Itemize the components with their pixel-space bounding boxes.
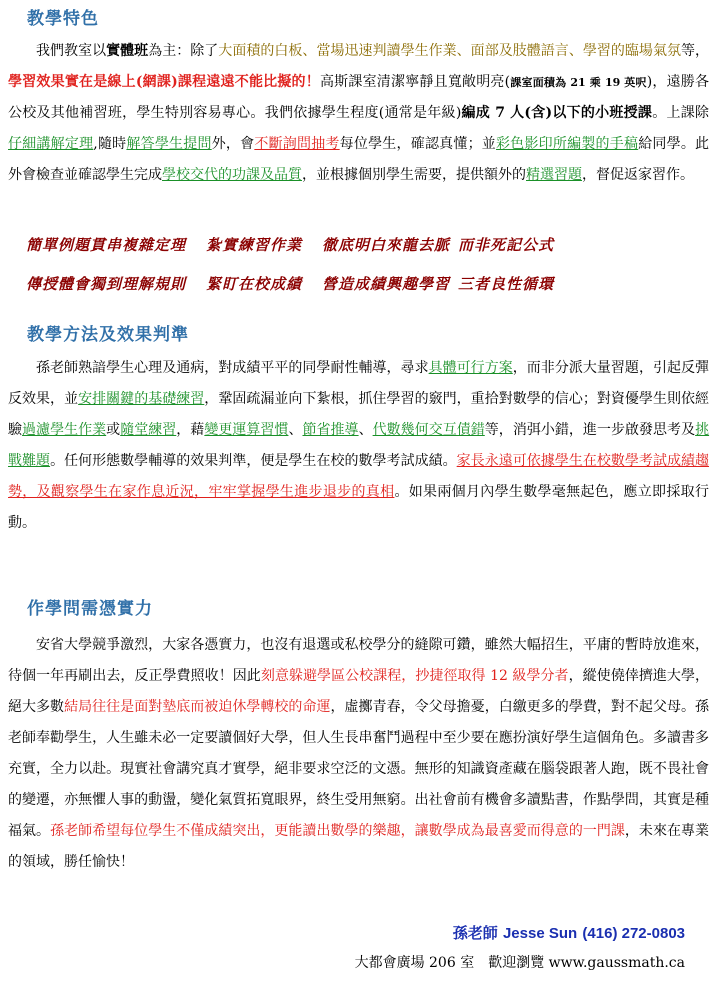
- signature: 孫老師 Jesse Sun (416) 272-0803: [452, 924, 685, 942]
- footer: [355, 952, 685, 972]
- footer-website: 歡迎瀏覽 www.gaussmath.ca: [488, 955, 685, 971]
- slogan-line-2: 傳授體會獨到理解規則 緊盯在校成績 營造成績興趣學習 三者良性循環: [26, 275, 555, 293]
- heading-teaching-features: 教學特色: [27, 9, 99, 29]
- heading-methods: 教學方法及效果判準: [27, 325, 189, 345]
- heading-real-ability: 作學問需憑實力: [27, 599, 153, 619]
- slogan-line-1: 簡單例題貫串複雜定理 紮實練習作業 徹底明白來龍去脈 而非死記公式: [26, 236, 555, 254]
- paragraph-teaching-features: 我們教室以實體班為主：除了大面積的白板、當場迅速判讀學生作業、面部及肢體語言、學習的臨場氣氛等，學習效果實在是線上(網課)課程遠遠不能比擬的！高斯課室清潔寧靜且寬敞明亮(課室面積為 21 乘 19 英呎)，遠勝各公校及其他補習班，學生特別容易專心。我們依據學生程度(通常是年級)編成 7 人(含)以下的小班授課。上課除仔細講解定理,隨時解答學生提問外，會不斷詢問抽考每位學生，確認真懂；並彩色影印所編製的手稿給同學。此外會檢查並確認學生完成學校交代的功課及品質，並根據個別學生需要，提供額外的精選習題，督促返家習作。: [8, 43, 710, 183]
- paragraph-methods: 孫老師熟諳學生心理及通病，對成績平平的同學耐性輔導，尋求具體可行方案，而非分派大量習題，引起反彈反效果，並安排關鍵的基礎練習，鞏固疏漏並向下紮根，抓住學習的竅門，重拾對數學的信心；對資優學生則依經驗過濾學生作業或隨堂練習，藉變更運算習慣、節省推導、代數幾何交互債錯等，消弭小錯，進一步啟發思考及挑戰難題。任何形態數學輔導的效果判準，便是學生在校的數學考試成績。家長永遠可依據學生在校數學考試成績趨勢，及觀察學生在家作息近況，牢牢掌握學生進步退步的真相。如果兩個月內學生數學毫無起色，應立即採取行動。: [8, 360, 710, 531]
- paragraph-real-ability: 安省大學競爭激烈，大家各憑實力，也沒有退選或私校學分的縫隙可鑽，雖然大幅招生，平庸的暫時放進來，待個一年再刷出去，反正學費照收！因此刻意躲避學區公校課程，抄捷徑取得 12 級學分者，縱使僥倖擠進大學，絕大多數結局往往是面對墊底而被迫休學轉校的命運，虛擲青春，令父母擔憂，白繳更多的學費，對不起父母。孫老師奉勸學生，人生雖未必一定要讀個好大學，但人生長串奮鬥過程中至少要在應扮演好學生這個角色。多讀書多充實，全力以赴。現實社會講究真才實學，絕非要求空泛的文憑。無形的知識資產藏在腦袋跟著人跑，既不畏社會的變遷，亦無懼人事的動盪，變化氣質拓寬眼界，終生受用無窮。出社會前有機會多讀點書，作點學問，其實是種福氣。孫老師希望每位學生不僅成績突出，更能讀出數學的樂趣，讓數學成為最喜愛而得意的一門課，未來在專業的領域，勝任愉快！: [8, 637, 710, 870]
- footer-address: 大都會廣場 206 室: [354, 955, 475, 971]
